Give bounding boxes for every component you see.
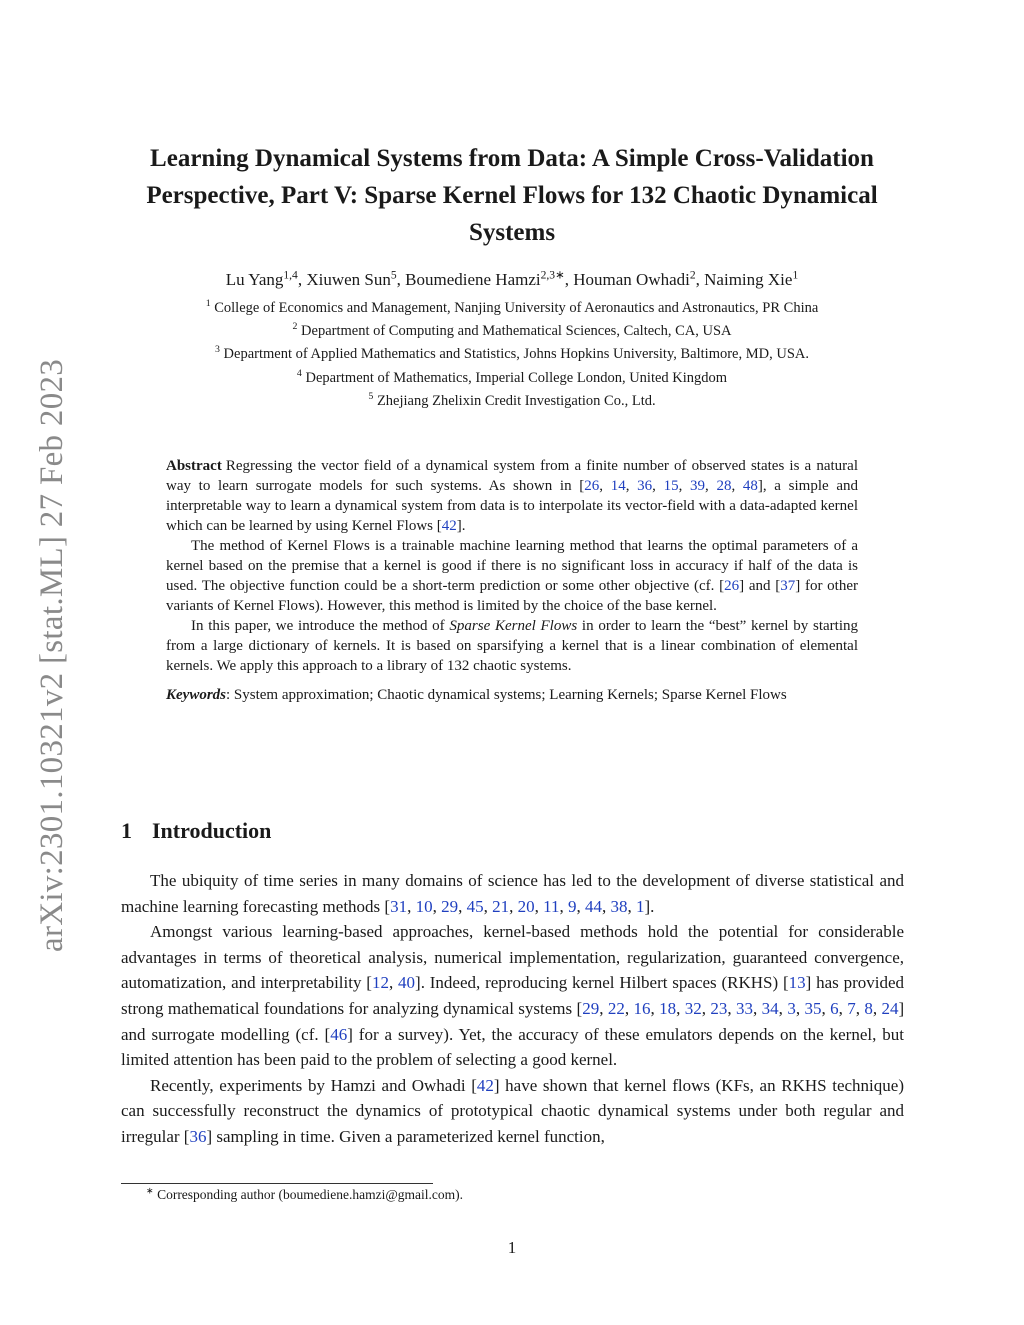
- text-run: The ubiquity of time series in many domains of science has led to the development of diverse statistical and machine learning forecasting methods [: [121, 871, 904, 916]
- affiliation-list: [110, 297, 914, 413]
- text-run: ] sampling in time. Given a parameterized kernel function,: [206, 1126, 605, 1146]
- body-paragraph: [121, 919, 904, 1073]
- citation-link[interactable]: 40: [398, 973, 416, 993]
- text-run: ] have shown that kernel flows (KFs, an RKHS technique) can successfully reconstruct the dynamics of prototypical chaotic dynamical systems under both regular and irregular [: [121, 1075, 904, 1146]
- text-run: ,: [855, 998, 865, 1018]
- text-run: ,: [727, 998, 737, 1018]
- text-run: Amongst various learning-based approaches, kernel-based methods hold the potential for considerable advantages in terms of theoretical analysis, numerical implementation, regularization, guaranteed convergence, automatization, and interpretability [: [121, 922, 904, 993]
- citation-link[interactable]: 39: [690, 478, 705, 494]
- citation-link[interactable]: 6: [830, 998, 839, 1018]
- citation-link[interactable]: 34: [761, 998, 779, 1018]
- text-run: ,: [731, 478, 743, 494]
- text-run: ] for a survey). Yet, the accuracy of these emulators depends on the kernel, but limited attention has been paid to the problem of selecting a good kernel.: [121, 1024, 905, 1070]
- citation-link[interactable]: 13: [788, 973, 806, 993]
- citation-link[interactable]: 45: [466, 896, 484, 916]
- citation-link[interactable]: 26: [584, 478, 600, 494]
- text-run: ,: [599, 478, 611, 494]
- emphasis-text: Sparse Kernel Flows: [449, 618, 578, 634]
- paper-title: Learning Dynamical Systems from Data: A Simple Cross-Validation Perspective, Part V: Sparse Kernel Flows for 132 Chaotic Dynamical Systems: [146, 145, 878, 246]
- footnote-mark: ∗: [146, 1185, 154, 1196]
- text-run: ,: [753, 998, 762, 1018]
- citation-link[interactable]: 15: [663, 478, 679, 494]
- text-run: ,: [407, 896, 416, 916]
- arxiv-identifier: arXiv:2301.10321v2 [stat.ML] 27 Feb 2023: [34, 358, 70, 952]
- abstract-paragraph: [166, 456, 858, 536]
- citation-link[interactable]: 38: [610, 896, 628, 916]
- text-run: ]. Indeed, reproducing kernel Hilbert spaces (RKHS) [: [415, 973, 789, 993]
- body-paragraph: [121, 868, 904, 919]
- affiliation: $^1$ College of Economics and Management, Nanjing University of Aeronautics and Astronautics, PR China: [205, 298, 819, 316]
- text-run: ,: [678, 478, 690, 494]
- text-run: In this paper, we introduce the method of: [191, 618, 450, 634]
- citation-link[interactable]: 32: [684, 998, 702, 1018]
- text-run: ,: [458, 896, 467, 916]
- keywords-label: Keywords: [166, 687, 226, 703]
- text-run: ,: [576, 896, 585, 916]
- citation-link[interactable]: 36: [637, 478, 653, 494]
- citation-link[interactable]: 22: [607, 998, 625, 1018]
- citation-link[interactable]: 36: [189, 1126, 207, 1146]
- citation-link[interactable]: 9: [567, 896, 577, 916]
- affiliation: $^3$ Department of Applied Mathematics and Statistics, Johns Hopkins University, Baltimore, MD, USA.: [215, 344, 809, 363]
- abstract-paragraph: [166, 616, 858, 676]
- text-run: ].: [644, 896, 655, 916]
- citation-link[interactable]: 23: [710, 998, 728, 1018]
- text-run: ,: [559, 896, 568, 916]
- citation-link[interactable]: 46: [330, 1024, 348, 1044]
- affiliation: $^5$ Zhejiang Zhelixin Credit Investigation Co., Ltd.: [368, 390, 656, 409]
- citation-link[interactable]: 31: [390, 896, 408, 916]
- footnote: ∗ Corresponding author (boumediene.hamzi@gmail.com).: [146, 1185, 464, 1202]
- text-run: ] has provided strong mathematical foundations for analyzing dynamical systems [: [121, 973, 905, 1018]
- citation-link[interactable]: 42: [441, 518, 457, 534]
- citation-link[interactable]: 16: [633, 998, 651, 1018]
- text-run: Regressing the vector field of a dynamical system from a finite number of observed states is a natural way to learn surrogate models for such systems. As shown in [: [166, 458, 858, 494]
- citation-link[interactable]: 12: [371, 973, 389, 993]
- citation-link[interactable]: 20: [517, 896, 535, 916]
- text-run: ] for other variants of Kernel Flows). However, this method is limited by the choice of the base kernel.: [166, 578, 858, 614]
- text-run: ] and [: [739, 578, 781, 594]
- citation-link[interactable]: 29: [582, 998, 600, 1018]
- text-run: ,: [872, 998, 882, 1018]
- text-run: ,: [432, 896, 442, 916]
- citation-link[interactable]: 35: [804, 998, 822, 1018]
- body-paragraph: [121, 1073, 904, 1150]
- citation-link[interactable]: 21: [492, 896, 510, 916]
- citation-link[interactable]: 3: [787, 998, 796, 1018]
- author: Boumediene Hamzi$^{2,3∗}$,: [405, 268, 574, 289]
- text-run: ,: [838, 998, 848, 1018]
- citation-link[interactable]: 8: [864, 998, 873, 1018]
- text-run: ,: [601, 896, 611, 916]
- abstract-label: Abstract: [166, 458, 222, 474]
- citation-link[interactable]: 26: [724, 578, 740, 594]
- text-run: ,: [388, 973, 399, 993]
- text-run: ,: [676, 998, 685, 1018]
- citation-link[interactable]: 1: [635, 896, 645, 916]
- citation-link[interactable]: 24: [881, 998, 899, 1018]
- introduction-body: [121, 868, 904, 1150]
- author: Lu Yang$^{1,4}$,: [225, 268, 307, 289]
- keywords: Keywords: System approximation; Chaotic dynamical systems; Learning Kernels; Sparse Kernel Flows: [166, 687, 787, 703]
- citation-link[interactable]: 37: [780, 578, 796, 594]
- text-run: ], a simple and interpretable way to learn a dynamical system from data is to interpolate its vector-field with a data-adapted kernel which can be learned by using Kernel Flows [: [166, 478, 858, 534]
- section-number: 1: [121, 818, 132, 843]
- text-run: ] and surrogate modelling (cf. [: [121, 998, 905, 1044]
- section-heading: [121, 818, 271, 844]
- author: Naiming Xie$^1$: [704, 268, 799, 289]
- text-run: ,: [534, 896, 544, 916]
- text-run: The method of Kernel Flows is a trainable machine learning method that learns the optimal parameters of a kernel based on the premise that a kernel is good if there is no significant loss in accuracy if half of the data is used. The objective function could be a short-term prediction or some other objective (cf. [: [166, 538, 858, 594]
- citation-link[interactable]: 44: [584, 896, 602, 916]
- text-run: ,: [625, 478, 638, 494]
- citation-link[interactable]: 11: [543, 896, 560, 916]
- text-run: ,: [627, 896, 636, 916]
- text-run: ,: [795, 998, 805, 1018]
- page-number: 1: [507, 1238, 517, 1257]
- abstract-paragraph: [166, 536, 858, 616]
- text-run: ,: [509, 896, 518, 916]
- citation-link[interactable]: 42: [476, 1075, 494, 1095]
- text-run: Recently, experiments by Hamzi and Owhadi [: [150, 1075, 477, 1095]
- text-run: ].: [456, 518, 466, 534]
- citation-link[interactable]: 33: [736, 998, 754, 1018]
- citation-link[interactable]: 28: [716, 478, 732, 494]
- text-run: ,: [701, 998, 711, 1018]
- author: Houman Owhadi$^2$,: [573, 268, 705, 289]
- text-run: ,: [483, 896, 493, 916]
- text-run: ,: [650, 998, 660, 1018]
- citation-link[interactable]: 7: [847, 998, 856, 1018]
- citation-link[interactable]: 10: [415, 896, 433, 916]
- text-run: ,: [652, 478, 664, 494]
- section-title: Introduction: [152, 818, 272, 843]
- affiliation: $^4$ Department of Mathematics, Imperial College London, United Kingdom: [296, 367, 728, 386]
- text-run: ,: [624, 998, 634, 1018]
- citation-link[interactable]: 14: [610, 478, 626, 494]
- citation-link[interactable]: 29: [441, 896, 459, 916]
- affiliation: $^2$ Department of Computing and Mathematical Sciences, Caltech, CA, USA: [292, 321, 732, 340]
- text-run: ,: [599, 998, 608, 1018]
- text-run: in order to learn the “best” kernel by starting from a large dictionary of kernels. It is based on sparsifying a kernel that is a linear combination of elemental kernels. We apply this approach to a library of 132 chaotic systems.: [166, 618, 858, 674]
- footnote-rule: [121, 1183, 433, 1184]
- abstract: [166, 456, 858, 705]
- text-run: ,: [778, 998, 788, 1018]
- author-list: [110, 270, 914, 290]
- citation-link[interactable]: 18: [659, 998, 677, 1018]
- text-run: ,: [821, 998, 831, 1018]
- author: Xiuwen Sun$^5$,: [306, 268, 406, 289]
- text-run: ,: [705, 478, 717, 494]
- citation-link[interactable]: 48: [742, 478, 758, 494]
